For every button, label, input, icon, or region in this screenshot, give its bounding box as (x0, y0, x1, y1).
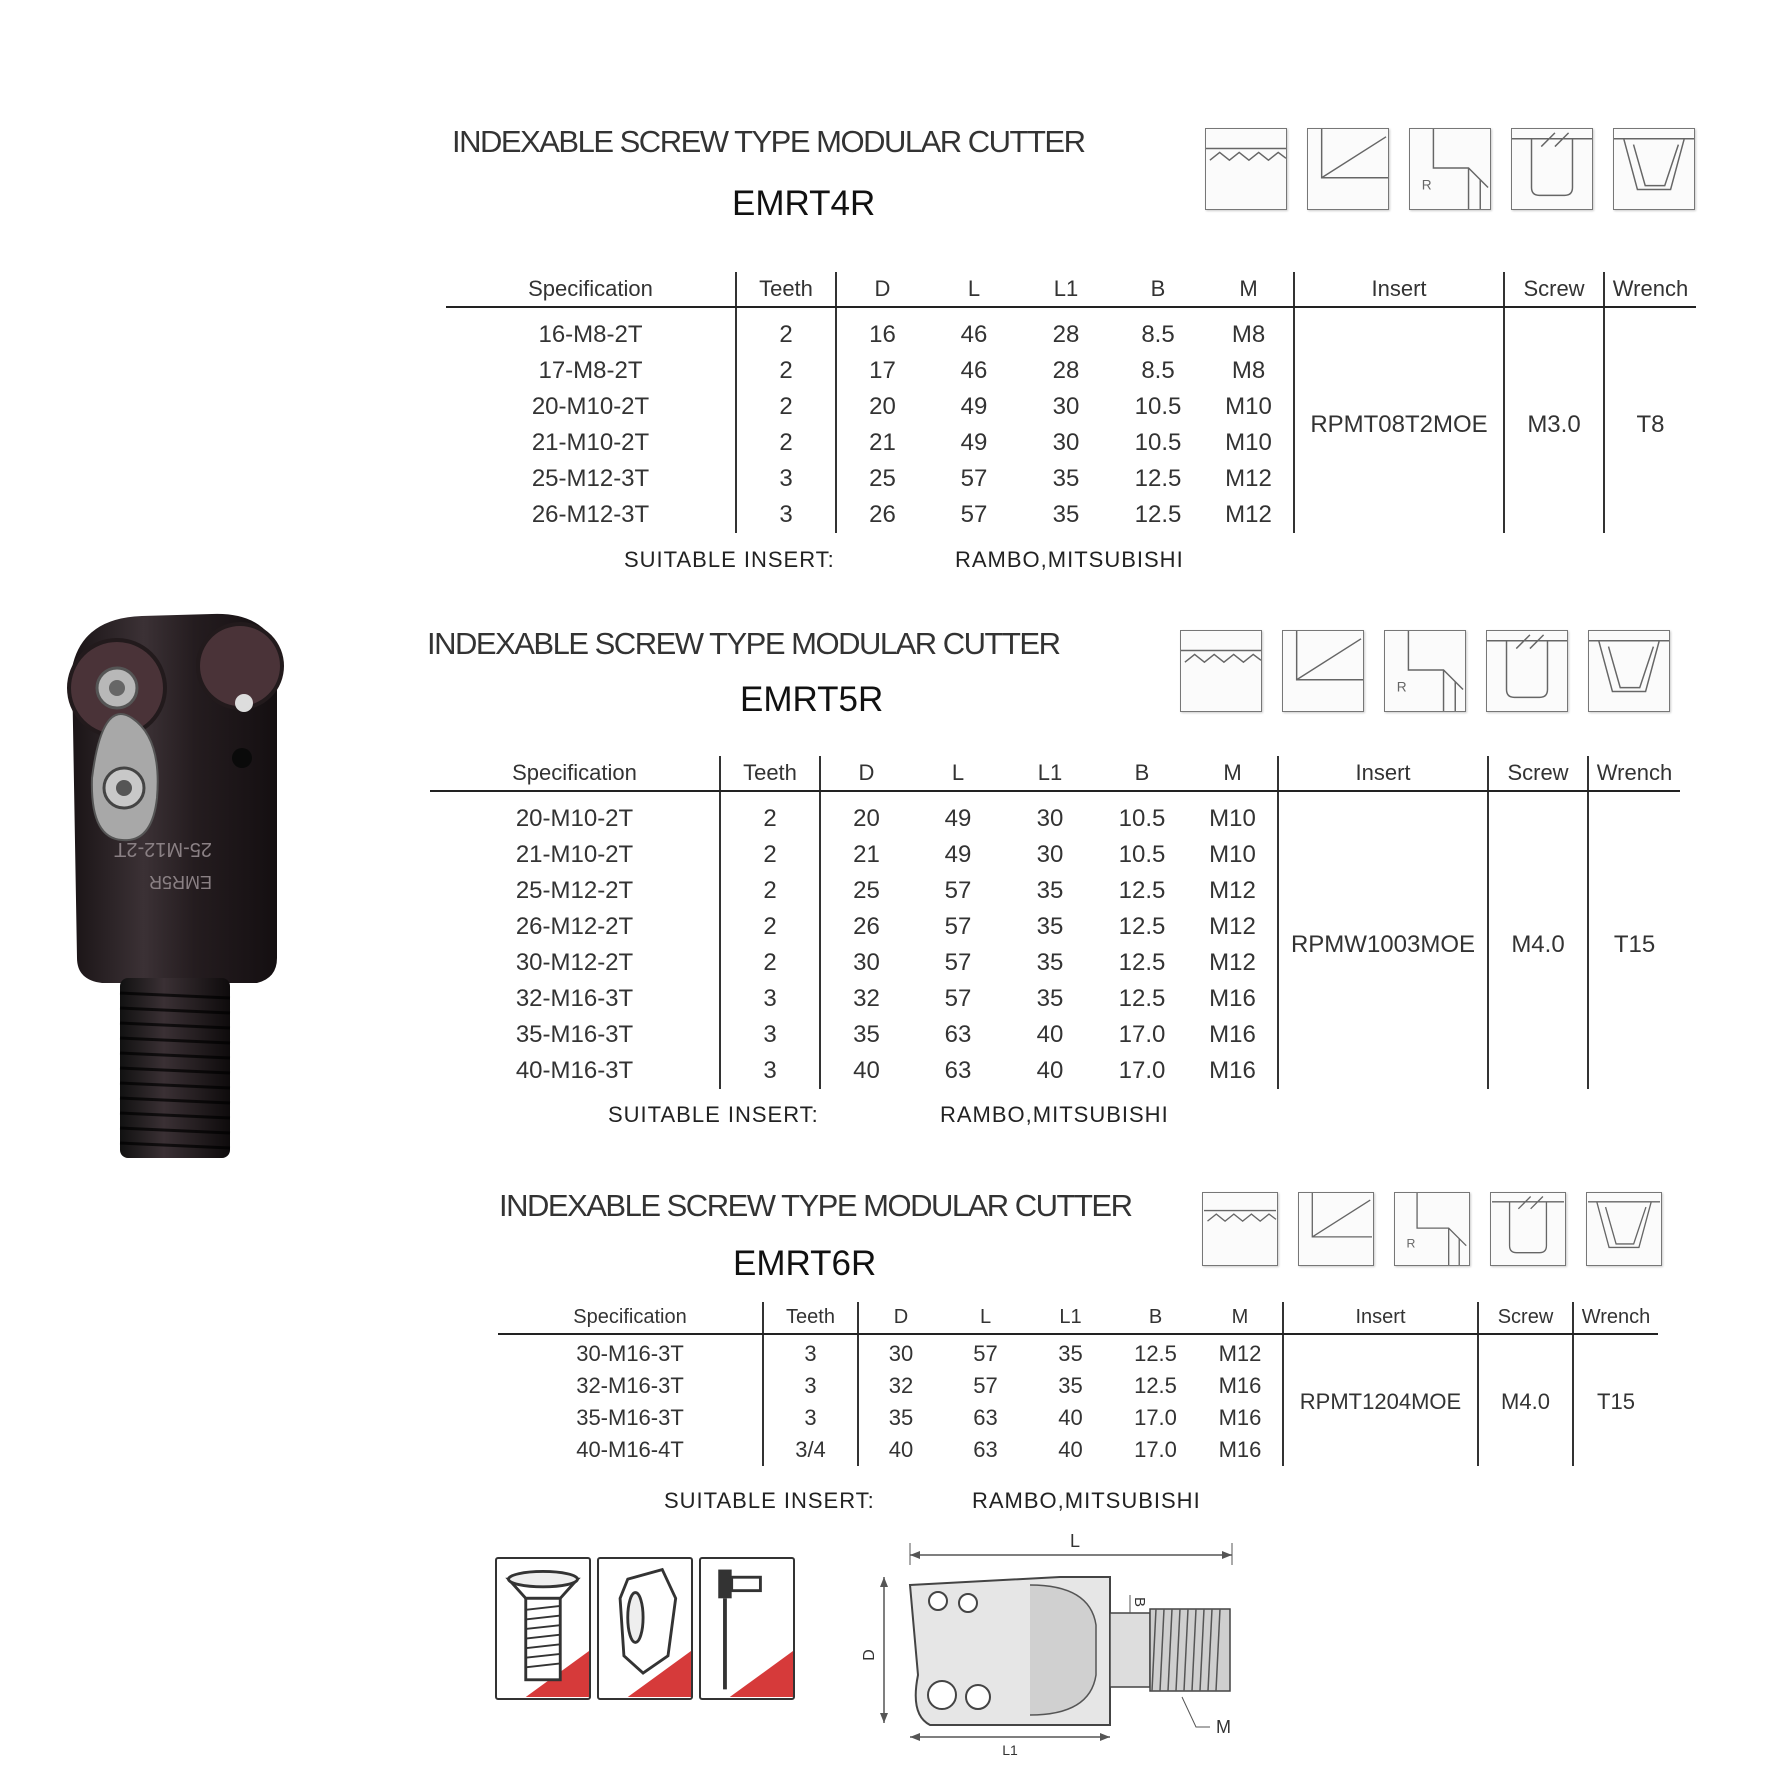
cell-teeth: 2 (736, 389, 836, 425)
cell-b: 17.0 (1118, 1021, 1166, 1048)
cell-teeth: 2 (736, 317, 836, 353)
dim-label-d: D (861, 1649, 878, 1661)
header-b: B (1096, 756, 1188, 791)
cell-b: 12.5 (1118, 985, 1166, 1012)
radius-corner-icon (1409, 128, 1491, 210)
cell-teeth: 3 (763, 1338, 858, 1370)
cell-b: 12.5 (1134, 1341, 1177, 1366)
cell-l: 46 (960, 321, 988, 348)
cell-m: M16 (1198, 1402, 1283, 1434)
slope-milling-icon (1298, 1192, 1374, 1266)
cell-b: 12.5 (1118, 913, 1166, 940)
cell-l: 63 (944, 1021, 972, 1048)
radius-corner-icon (1384, 630, 1466, 712)
slope-milling-icon (1307, 128, 1389, 210)
cell-d: 16 (869, 321, 896, 348)
cell-l1: 28 (1052, 357, 1080, 384)
cell-b: 8.5 (1141, 321, 1175, 348)
cell-spec: 17-M8-2T (446, 353, 736, 389)
section-2-title: INDEXABLE SCREW TYPE MODULAR CUTTER (427, 626, 1060, 661)
cell-m: M16 (1198, 1434, 1283, 1466)
svg-text:R: R (1421, 177, 1432, 193)
table-row (446, 317, 1696, 353)
cell-l1: 35 (1058, 1341, 1083, 1366)
dim-label-l: L (1069, 1531, 1081, 1551)
header-insert: Insert (1278, 756, 1488, 791)
table-row (498, 1338, 1658, 1370)
cell-teeth: 3/4 (763, 1434, 858, 1466)
cell-l1: 40 (1036, 1057, 1064, 1084)
cell-l: 63 (973, 1405, 998, 1430)
cell-b: 12.5 (1134, 465, 1182, 492)
header-teeth: Teeth (720, 756, 820, 791)
cell-teeth: 3 (720, 1053, 820, 1089)
header-screw: Screw (1488, 756, 1588, 791)
cell-d: 25 (869, 465, 896, 492)
engraving-model: EMR5R (148, 872, 212, 892)
engraving-spec: 25-M12-2T (114, 838, 212, 860)
cell-l: 63 (973, 1437, 998, 1462)
cell-teeth: 3 (763, 1370, 858, 1402)
wrench-icon (699, 1557, 795, 1700)
cell-d: 40 (853, 1057, 880, 1084)
cell-l: 49 (960, 393, 988, 420)
cell-insert: RPMT1204MOE (1283, 1338, 1478, 1466)
cell-spec: 26-M12-2T (430, 909, 720, 945)
cell-teeth: 3 (736, 461, 836, 497)
suitable-insert-value-3: RAMBO,MITSUBISHI (972, 1488, 1201, 1513)
cell-teeth: 2 (720, 909, 820, 945)
cell-spec: 40-M16-4T (498, 1434, 763, 1466)
cell-spec: 40-M16-3T (430, 1053, 720, 1089)
header-b: B (1113, 1302, 1198, 1334)
cell-d: 21 (853, 841, 880, 868)
cell-l: 46 (960, 357, 988, 384)
radius-corner-icon (1394, 1192, 1470, 1266)
header-d: D (836, 272, 928, 307)
cell-b: 12.5 (1118, 949, 1166, 976)
cell-teeth: 2 (736, 353, 836, 389)
cell-l: 57 (973, 1341, 998, 1366)
slot-milling-icon (1490, 1192, 1566, 1266)
spec-table-1 (446, 272, 1696, 533)
operation-icons-1 (1205, 128, 1715, 210)
header-m: M (1198, 1302, 1283, 1334)
cell-l: 57 (944, 913, 972, 940)
header-wrench: Wrench (1573, 1302, 1658, 1334)
cell-d: 21 (869, 429, 896, 456)
cell-d: 25 (853, 877, 880, 904)
cell-m: M16 (1188, 1053, 1278, 1089)
slot-milling-icon (1486, 630, 1568, 712)
cell-l: 57 (944, 949, 972, 976)
cell-teeth: 2 (720, 801, 820, 837)
cell-screw: M4.0 (1488, 801, 1588, 1089)
cell-b: 17.0 (1118, 1057, 1166, 1084)
cell-l1: 35 (1058, 1373, 1083, 1398)
cell-b: 10.5 (1118, 805, 1166, 832)
header-insert: Insert (1283, 1302, 1478, 1334)
cell-m: M10 (1204, 425, 1294, 461)
cell-spec: 32-M16-3T (430, 981, 720, 1017)
cell-d: 30 (853, 949, 880, 976)
cell-spec: 30-M16-3T (498, 1338, 763, 1370)
cell-teeth: 2 (720, 945, 820, 981)
surface-milling-icon (1205, 128, 1287, 210)
cell-l: 49 (944, 841, 972, 868)
cell-l: 57 (944, 985, 972, 1012)
section-3-title: INDEXABLE SCREW TYPE MODULAR CUTTER (499, 1188, 1132, 1223)
header-specification: Specification (446, 272, 736, 307)
spec-table-2 (430, 756, 1680, 1089)
slope-milling-icon (1282, 630, 1364, 712)
cell-l1: 28 (1052, 321, 1080, 348)
cell-l1: 40 (1058, 1437, 1083, 1462)
cell-b: 12.5 (1118, 877, 1166, 904)
cell-m: M8 (1204, 317, 1294, 353)
header-specification: Specification (498, 1302, 763, 1334)
cell-d: 17 (869, 357, 896, 384)
groove-milling-icon (1588, 630, 1670, 712)
cell-spec: 30-M12-2T (430, 945, 720, 981)
header-teeth: Teeth (736, 272, 836, 307)
cell-l1: 35 (1052, 465, 1080, 492)
cell-l: 49 (944, 805, 972, 832)
section-1-title: INDEXABLE SCREW TYPE MODULAR CUTTER (452, 124, 1085, 159)
cell-l1: 30 (1052, 429, 1080, 456)
cell-b: 17.0 (1134, 1405, 1177, 1430)
cell-l: 57 (944, 877, 972, 904)
suitable-insert-value-1: RAMBO,MITSUBISHI (955, 547, 1184, 572)
header-specification: Specification (430, 756, 720, 791)
dim-label-b: B (1131, 1597, 1148, 1608)
cell-wrench: T8 (1636, 411, 1665, 438)
cell-d: 26 (869, 501, 896, 528)
cell-b: 8.5 (1141, 357, 1175, 384)
cell-b: 10.5 (1134, 393, 1182, 420)
cell-l: 63 (944, 1057, 972, 1084)
header-l1: L1 (1020, 272, 1112, 307)
cell-insert: RPMW1003MOE (1278, 801, 1488, 1089)
header-insert: Insert (1294, 272, 1504, 307)
cell-l1: 35 (1036, 949, 1064, 976)
surface-milling-icon (1180, 630, 1262, 712)
cell-l: 57 (960, 501, 988, 528)
header-l: L (912, 756, 1004, 791)
header-m: M (1188, 756, 1278, 791)
cell-spec: 21-M10-2T (446, 425, 736, 461)
groove-milling-icon (1613, 128, 1695, 210)
header-d: D (858, 1302, 943, 1334)
insert-icon (597, 1557, 693, 1700)
cell-l1: 40 (1036, 1021, 1064, 1048)
cell-spec: 25-M12-2T (430, 873, 720, 909)
cell-teeth: 3 (736, 497, 836, 533)
section-1-model: EMRT4R (732, 184, 876, 223)
cell-b: 17.0 (1134, 1437, 1177, 1462)
header-b: B (1112, 272, 1204, 307)
cell-l1: 35 (1052, 501, 1080, 528)
dimension-diagram (860, 1525, 1260, 1755)
section-2-model: EMRT5R (740, 680, 884, 719)
cell-m: M12 (1188, 945, 1278, 981)
cell-d: 35 (888, 1405, 914, 1430)
dim-label-m: M (1216, 1717, 1231, 1737)
header-d: D (820, 756, 912, 791)
cell-l: 57 (973, 1373, 998, 1398)
cell-d: 20 (869, 393, 896, 420)
cell-d: 32 (853, 985, 880, 1012)
header-wrench: Wrench (1604, 272, 1696, 307)
cell-teeth: 3 (763, 1402, 858, 1434)
cell-insert: RPMT08T2MOE (1294, 317, 1504, 533)
cell-wrench: T15 (1597, 1389, 1635, 1414)
cell-l1: 30 (1052, 393, 1080, 420)
cell-m: M12 (1198, 1338, 1283, 1370)
cell-screw: M3.0 (1504, 317, 1604, 533)
svg-text:R: R (1406, 1236, 1416, 1251)
cell-d: 32 (888, 1373, 914, 1398)
cell-l1: 30 (1036, 805, 1064, 832)
section-3-model: EMRT6R (733, 1244, 877, 1283)
cell-l1: 30 (1036, 841, 1064, 868)
cell-spec: 16-M8-2T (446, 317, 736, 353)
header-l: L (943, 1302, 1028, 1334)
cell-wrench: T15 (1613, 931, 1656, 958)
spec-table-3 (498, 1302, 1658, 1466)
cell-spec: 35-M16-3T (430, 1017, 720, 1053)
header-l1: L1 (1004, 756, 1096, 791)
header-l1: L1 (1028, 1302, 1113, 1334)
cell-m: M12 (1204, 497, 1294, 533)
cell-spec: 20-M10-2T (446, 389, 736, 425)
cell-m: M16 (1188, 1017, 1278, 1053)
cell-b: 12.5 (1134, 501, 1182, 528)
dim-label-l1: L1 (1002, 1742, 1018, 1755)
cell-teeth: 2 (720, 837, 820, 873)
cell-teeth: 3 (720, 981, 820, 1017)
svg-text:R: R (1396, 679, 1407, 695)
cell-m: M10 (1204, 389, 1294, 425)
cell-m: M12 (1188, 873, 1278, 909)
cell-l: 57 (960, 465, 988, 492)
cell-l1: 35 (1036, 913, 1064, 940)
cell-m: M10 (1188, 801, 1278, 837)
cell-m: M16 (1198, 1370, 1283, 1402)
cell-l1: 35 (1036, 985, 1064, 1012)
cell-l1: 40 (1058, 1405, 1083, 1430)
suitable-insert-label-1: SUITABLE INSERT: (624, 547, 835, 572)
cell-b: 10.5 (1134, 429, 1182, 456)
table-row (430, 801, 1680, 837)
suitable-insert-label-2: SUITABLE INSERT: (608, 1102, 819, 1127)
surface-milling-icon (1202, 1192, 1278, 1266)
cell-spec: 25-M12-3T (446, 461, 736, 497)
cell-spec: 20-M10-2T (430, 801, 720, 837)
header-screw: Screw (1478, 1302, 1573, 1334)
cell-l1: 35 (1036, 877, 1064, 904)
operation-icons-2 (1180, 630, 1690, 712)
cell-d: 20 (853, 805, 880, 832)
groove-milling-icon (1586, 1192, 1662, 1266)
cell-b: 10.5 (1118, 841, 1166, 868)
cell-d: 30 (888, 1341, 914, 1366)
header-wrench: Wrench (1588, 756, 1680, 791)
header-teeth: Teeth (763, 1302, 858, 1334)
operation-icons-3 (1202, 1192, 1682, 1266)
cell-d: 26 (853, 913, 880, 940)
header-l: L (928, 272, 1020, 307)
cell-m: M12 (1204, 461, 1294, 497)
suitable-insert-label-3: SUITABLE INSERT: (664, 1488, 875, 1513)
cell-teeth: 2 (736, 425, 836, 461)
cell-m: M10 (1188, 837, 1278, 873)
cell-d: 40 (888, 1437, 914, 1462)
cell-b: 12.5 (1134, 1373, 1177, 1398)
header-screw: Screw (1504, 272, 1604, 307)
cell-spec: 35-M16-3T (498, 1402, 763, 1434)
cell-spec: 26-M12-3T (446, 497, 736, 533)
cell-m: M8 (1204, 353, 1294, 389)
cell-teeth: 2 (720, 873, 820, 909)
product-photo (62, 608, 322, 1168)
cell-spec: 32-M16-3T (498, 1370, 763, 1402)
cell-spec: 21-M10-2T (430, 837, 720, 873)
slot-milling-icon (1511, 128, 1593, 210)
cell-teeth: 3 (720, 1017, 820, 1053)
cell-m: M12 (1188, 909, 1278, 945)
cell-d: 35 (853, 1021, 880, 1048)
screw-icon (495, 1557, 591, 1700)
cell-screw: M4.0 (1478, 1338, 1573, 1466)
cell-m: M16 (1188, 981, 1278, 1017)
header-m: M (1204, 272, 1294, 307)
suitable-insert-value-2: RAMBO,MITSUBISHI (940, 1102, 1169, 1127)
cell-l: 49 (960, 429, 988, 456)
